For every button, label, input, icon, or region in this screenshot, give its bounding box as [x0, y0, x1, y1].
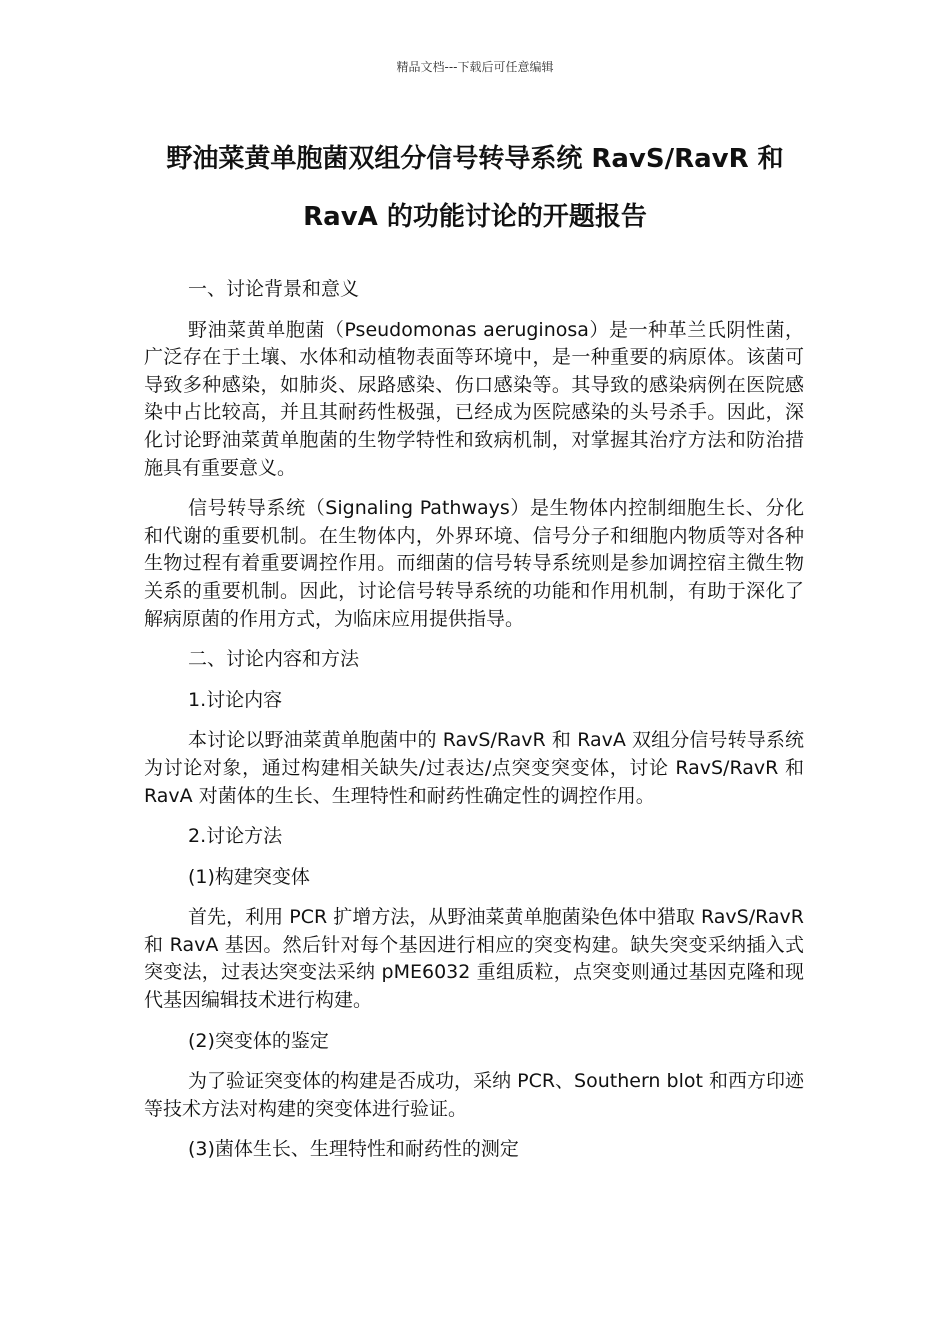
paragraph-identify-mutants: 为了验证突变体的构建是否成功，采纳 PCR、Southern blot 和西方印迹等技术方法对构建的突变体进行验证。: [144, 1070, 804, 1120]
paragraph-build-mutants: 首先，利用 PCR 扩增方法，从野油菜黄单胞菌染色体中猎取 RavS/RavR 和 RavA 基因。然后针对每个基因进行相应的突变构建。缺失突变采纳插入式突变法，过表达突变法采纳 pME6032 重组质粒，点突变则通过基因克隆和现代基因编辑技术进行构建。: [144, 906, 804, 1012]
paragraph-pathogen-intro: 野油菜黄单胞菌（Pseudomonas aeruginosa）是一种革兰氏阴性菌，广泛存在于土壤、水体和动植物表面等环境中，是一种重要的病原体。该菌可导致多种感染，如肺炎、尿路感染、伤口感染等。其导致的感染病例在医院感染中占比较高，并且其耐药性极强，已经成为医院感染的头号杀手。因此，深化讨论野油菜黄单胞菌的生物学特性和致病机制，对掌握其治疗方法和防治措施具有重要意义。: [144, 318, 804, 479]
subheading-identify-mutants: (2)突变体的鉴定: [188, 1029, 329, 1052]
subheading-growth-tests: (3)菌体生长、生理特性和耐药性的测定: [188, 1138, 519, 1161]
subheading-build-mutants: (1)构建突变体: [188, 865, 310, 888]
page-header: 精品文档---下载后可任意编辑: [396, 60, 554, 74]
document-title-line-2: RavA 的功能讨论的开题报告: [303, 202, 647, 232]
subheading-methods: 2.讨论方法: [188, 825, 283, 848]
document-body: [144, 276, 804, 1177]
paragraph-research-content: 本讨论以野油菜黄单胞菌中的 RavS/RavR 和 RavA 双组分信号转导系统为讨论对象，通过构建相关缺失/过表达/点突变突变体，讨论 RavS/RavR 和 RavA 对菌体的生长、生理特性和耐药性确定性的调控作用。: [144, 729, 804, 807]
subheading-content: 1.讨论内容: [188, 688, 283, 711]
section-heading-background: 一、讨论背景和意义: [188, 278, 360, 300]
section-heading-content-methods: 二、讨论内容和方法: [188, 648, 360, 671]
paragraph-signaling-intro: 信号转导系统（Signaling Pathways）是生物体内控制细胞生长、分化和代谢的重要机制。在生物体内，外界环境、信号分子和细胞内物质等对各种生物过程有着重要调控作用。而细菌的信号转导系统则是参加调控宿主微生物关系的重要机制。因此，讨论信号转导系统的功能和作用机制，有助于深化了解病原菌的作用方式，为临床应用提供指导。: [144, 497, 804, 630]
document-title-line-1: 野油菜黄单胞菌双组分信号转导系统 RavS/RavR 和: [166, 144, 784, 174]
